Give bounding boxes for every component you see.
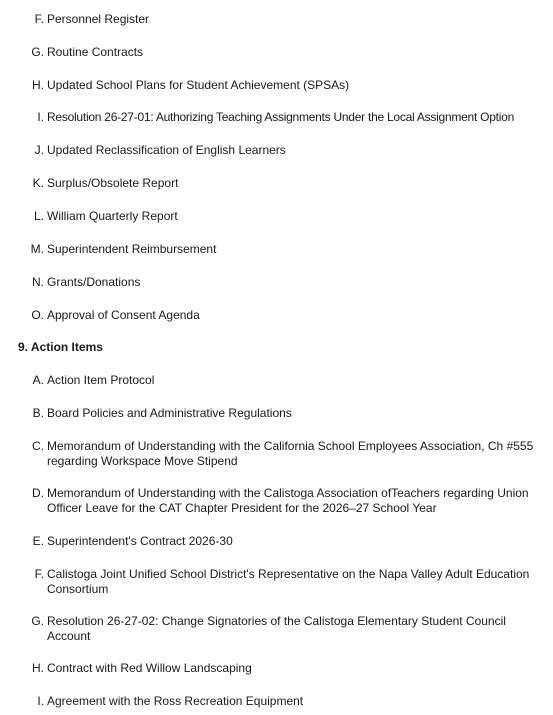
item-text: Contract with Red Willow Landscaping: [47, 661, 252, 675]
item-letter: F.: [34, 12, 44, 26]
action-item-e: [30, 534, 233, 549]
item-text: Surplus/Obsolete Report: [47, 176, 179, 190]
item-letter: A.: [32, 373, 44, 387]
action-item-h: [30, 661, 252, 676]
item-letter: D.: [32, 486, 44, 500]
item-letter: J.: [34, 143, 44, 157]
item-letter: O.: [31, 308, 44, 322]
item-text: Personnel Register: [47, 12, 150, 26]
item-letter: I.: [37, 110, 44, 124]
consent-item-h: [30, 78, 349, 93]
action-item-i: [30, 694, 303, 709]
item-letter: H.: [32, 78, 44, 92]
item-letter: E.: [32, 534, 44, 548]
item-text: Memorandum of Understanding with the Calistoga Association ofTeachers regarding Union Officer Leave for the CAT Chapter President for the 2026–27 School Year: [47, 486, 529, 515]
item-letter: L.: [33, 209, 44, 223]
item-text: Superintendent's Contract 2026-30: [47, 534, 233, 548]
item-text: Resolution 26-27-02: Change Signatories of the Calistoga Elementary Student Council Account: [47, 614, 506, 643]
item-text: Memorandum of Understanding with the California School Employees Association, Ch #555 regarding Workspace Move Stipend: [47, 439, 534, 468]
item-text: Approval of Consent Agenda: [47, 308, 200, 322]
consent-item-m: [30, 242, 216, 257]
action-item-g: [30, 614, 522, 644]
item-text: Grants/Donations: [47, 275, 141, 289]
consent-item-f: [30, 12, 149, 27]
item-letter: N.: [32, 275, 44, 289]
item-letter: I.: [37, 694, 44, 708]
item-letter: K.: [32, 176, 44, 190]
consent-item-g: [30, 45, 143, 60]
consent-item-o: [30, 308, 200, 323]
action-item-c: [30, 439, 542, 469]
item-letter: B.: [32, 406, 44, 420]
item-text: Resolution 26-27-01: Authorizing Teaching Assignments Under the Local Assignment Option: [47, 110, 514, 124]
item-text: Board Policies and Administrative Regulations: [47, 406, 292, 420]
item-letter: G.: [31, 45, 44, 59]
item-letter: F.: [34, 567, 44, 581]
item-text: Updated School Plans for Student Achievement (SPSAs): [47, 78, 350, 92]
item-letter: G.: [31, 614, 44, 628]
action-item-a: [30, 373, 154, 388]
action-item-b: [30, 406, 292, 421]
item-text: Updated Reclassification of English Learners: [47, 143, 286, 157]
item-text: Agreement with the Ross Recreation Equipment: [47, 694, 304, 708]
action-item-d: [30, 486, 542, 516]
item-text: Calistoga Joint Unified School District's Representative on the Napa Valley Adult Education Consortium: [47, 567, 530, 596]
consent-item-l: [30, 209, 178, 224]
consent-item-i: [30, 110, 514, 125]
item-text: Superintendent Reimbursement: [47, 242, 217, 256]
consent-item-j: [30, 143, 286, 158]
item-letter: C.: [32, 439, 44, 453]
item-text: Routine Contracts: [47, 45, 144, 59]
section-heading-action-items: 9. Action Items: [18, 340, 103, 354]
consent-item-n: [30, 275, 140, 290]
item-letter: M.: [30, 242, 44, 256]
item-text: Action Item Protocol: [47, 373, 155, 387]
item-text: William Quarterly Report: [47, 209, 178, 223]
action-item-f: [30, 567, 542, 597]
consent-item-k: [30, 176, 178, 191]
item-letter: H.: [32, 661, 44, 675]
